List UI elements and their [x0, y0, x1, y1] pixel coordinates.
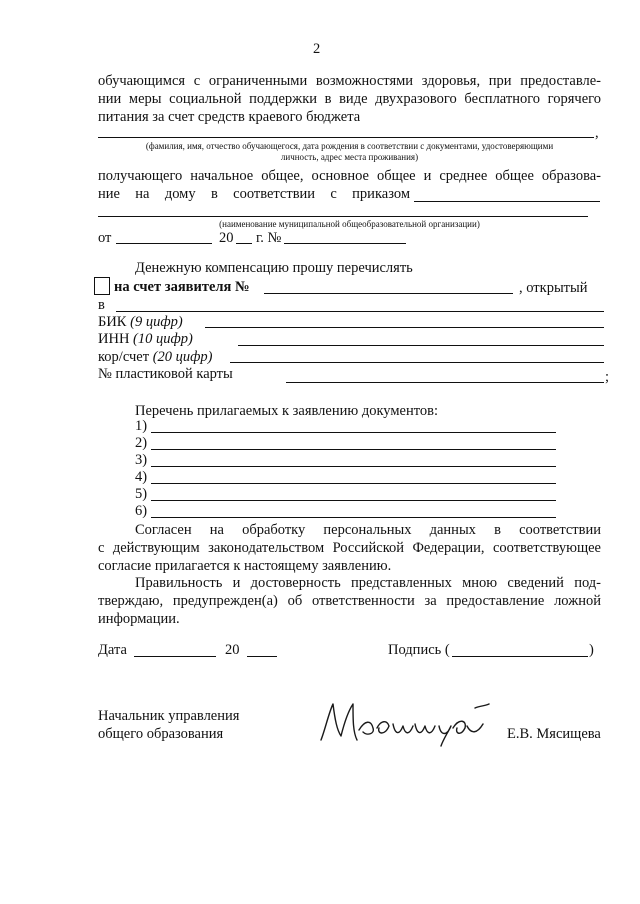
document-item-2-label: 2)	[135, 435, 148, 451]
date-year-field[interactable]	[247, 656, 277, 657]
bik-label: БИК	[98, 314, 127, 330]
order-year-label: 20	[219, 230, 234, 246]
order-from-label: от	[98, 230, 112, 246]
opened-label: , открытый	[519, 280, 588, 296]
order-year-field[interactable]	[236, 243, 252, 244]
account-number-field[interactable]	[264, 293, 513, 294]
order-number-field[interactable]	[284, 243, 406, 244]
bank-in-label: в	[98, 297, 105, 313]
inn-field[interactable]	[238, 345, 604, 346]
signatory-title-1: Начальник управления	[98, 708, 240, 724]
inn-hint: (10 цифр)	[133, 331, 193, 347]
signature-close: )	[589, 642, 594, 658]
date-field[interactable]	[134, 656, 216, 657]
inn-row	[98, 330, 193, 348]
confirm-line-1: Правильность и достоверность представленных мною сведений под-	[135, 575, 601, 591]
kor-field[interactable]	[230, 362, 604, 363]
page-number: 2	[313, 41, 321, 57]
intro-line-3: питания за счет средств краевого бюджета	[98, 109, 361, 125]
intro-comma: ,	[595, 125, 599, 141]
consent-line-2: с действующим законодательством Российской Федерации, соответствующее	[98, 540, 601, 556]
signature-label: Подпись (	[388, 642, 450, 658]
compensation-heading: Денежную компенсацию прошу перечислять	[135, 260, 413, 276]
organization-caption: (наименование муниципальной общеобразовательной организации)	[219, 219, 480, 229]
confirm-line-2: тверждаю, предупрежден(а) об ответственности за предоставление ложной	[98, 593, 601, 609]
kor-hint: (20 цифр)	[152, 349, 213, 365]
document-item-1-field[interactable]	[151, 432, 556, 433]
bik-field[interactable]	[205, 327, 604, 328]
document-item-2-field[interactable]	[151, 449, 556, 450]
student-info-caption-1: (фамилия, имя, отчество обучающегося, дата рождения в соответствии с документами, удостоверяющими	[145, 141, 554, 151]
signatory-title-2: общего образования	[98, 726, 224, 742]
document-item-1-label: 1)	[135, 418, 148, 434]
card-semicolon: ;	[605, 369, 610, 385]
student-info-caption-2: личность, адрес места проживания)	[280, 152, 419, 162]
account-checkbox[interactable]	[94, 277, 110, 295]
order-date-field[interactable]	[116, 243, 212, 244]
order-number-label: г. №	[256, 230, 282, 246]
document-item-5-label: 5)	[135, 486, 148, 502]
document-item-6-label: 6)	[135, 503, 148, 519]
document-item-4-label: 4)	[135, 469, 148, 485]
kor-row	[98, 348, 213, 366]
bik-hint: (9 цифр)	[130, 314, 183, 330]
document-item-6-field[interactable]	[151, 517, 556, 518]
bik-row	[98, 313, 183, 331]
kor-label: кор/счет	[98, 349, 150, 365]
document-item-3-label: 3)	[135, 452, 148, 468]
signatory-name: Е.В. Мясищева	[507, 726, 601, 742]
consent-line-1: Согласен на обработку персональных данных в соответствии	[135, 522, 601, 538]
inn-label: ИНН	[98, 331, 130, 347]
date-year-label: 20	[225, 642, 240, 658]
card-number-field[interactable]	[286, 382, 604, 383]
date-label: Дата	[98, 642, 127, 658]
card-label: № пластиковой карты	[98, 366, 233, 382]
account-label: на счет заявителя №	[114, 279, 250, 295]
confirm-line-3: информации.	[98, 611, 180, 627]
documents-heading: Перечень прилагаемых к заявлению документов:	[135, 403, 438, 419]
document-item-4-field[interactable]	[151, 483, 556, 484]
document-item-3-field[interactable]	[151, 466, 556, 467]
signature-field[interactable]	[452, 656, 588, 657]
bank-name-field[interactable]	[116, 311, 604, 312]
student-info-field[interactable]	[98, 137, 594, 138]
order-field[interactable]	[414, 201, 600, 202]
consent-line-3: согласие прилагается к настоящему заявлению.	[98, 558, 392, 574]
receiving-line-1: получающего начальное общее, основное общее и среднее общее образова-	[98, 168, 601, 184]
intro-line-2: нии меры социальной поддержки в виде двухразового бесплатного горячего	[98, 91, 601, 107]
receiving-line-2: ние на дому в соответствии с приказом	[98, 186, 410, 202]
handwritten-signature	[315, 690, 490, 750]
organization-field[interactable]	[98, 216, 588, 217]
intro-line-1: обучающимся с ограниченными возможностями здоровья, при предоставле-	[98, 73, 601, 89]
document-item-5-field[interactable]	[151, 500, 556, 501]
